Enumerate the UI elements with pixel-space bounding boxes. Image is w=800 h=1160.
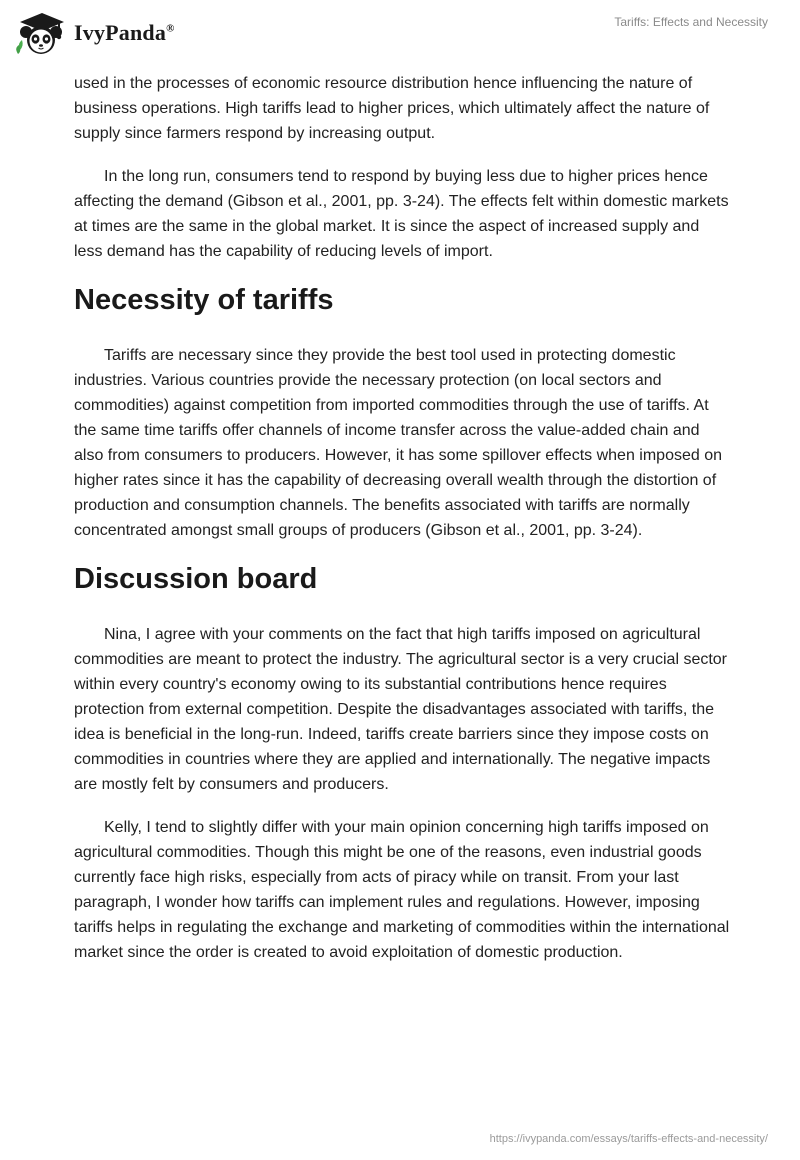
document-title: Tariffs: Effects and Necessity: [614, 15, 768, 29]
paragraph-4: Nina, I agree with your comments on the fact that high tariffs imposed on agricultural commodities are meant to protect the industry. The agricultural sector is a very crucial sector within every country's economy owing to its substantial contributions hence requires protection from external competition. Despite the disadvantages associated with tariffs, the idea is beneficial in the long-run. Indeed, tariffs create barriers since they impose costs on commodities in countries where they are applied and internationally. The negative impacts are mostly felt by consumers and producers.: [74, 626, 728, 793]
paragraph-1: used in the processes of economic resource distribution hence influencing the nature of business operations. High tariffs lead to higher prices, which ultimately affect the nature of supply since farmers respond by increasing output.: [74, 75, 710, 142]
page-header: [0, 0, 800, 70]
paragraph-3: Tariffs are necessary since they provide the best tool used in protecting domestic industries. Various countries provide the necessary protection (on local sectors and commodities) against competition from imported commodities through the use of tariffs. At the same time tariffs offer channels of income transfer across the value-added chain and also from consumers to producers. However, it has some spillover effects when imposed on higher rates since it has the capability of decreasing overall wealth through the distortion of production and consumption channels. The benefits associated with tariffs are normally concentrated amongst small groups of producers (Gibson et al., 2001, pp. 3-24).: [74, 347, 722, 539]
heading-necessity-of-tariffs: Necessity of tariffs: [74, 284, 334, 316]
paragraph-5: Kelly, I tend to slightly differ with your main opinion concerning high tariffs imposed on agricultural commodities. Though this might be one of the reasons, even industrial goods currently face high risks, especially from acts of piracy while on transit. From your last paragraph, I wonder how tariffs can implement rules and regulations. However, imposing tariffs helps in regulating the exchange and marketing of commodities within the international market since the order is created to avoid exploitation of domestic production.: [74, 819, 730, 961]
panda-graduation-cap-icon: [14, 10, 72, 56]
heading-discussion-board: Discussion board: [74, 563, 318, 595]
essay-body: [74, 71, 730, 983]
paragraph-2: In the long run, consumers tend to respond by buying less due to higher prices hence affecting the demand (Gibson et al., 2001, pp. 3-24). The effects felt within domestic markets at times are the same in the global market. It is since the aspect of increased supply and less demand has the capability of reducing levels of import.: [74, 168, 729, 260]
source-url[interactable]: https://ivypanda.com/essays/tariffs-effects-and-necessity/: [489, 1133, 768, 1145]
brand-name: IvyPanda®: [74, 20, 175, 45]
trademark-symbol: ®: [166, 22, 175, 35]
brand-logo[interactable]: [14, 10, 175, 56]
